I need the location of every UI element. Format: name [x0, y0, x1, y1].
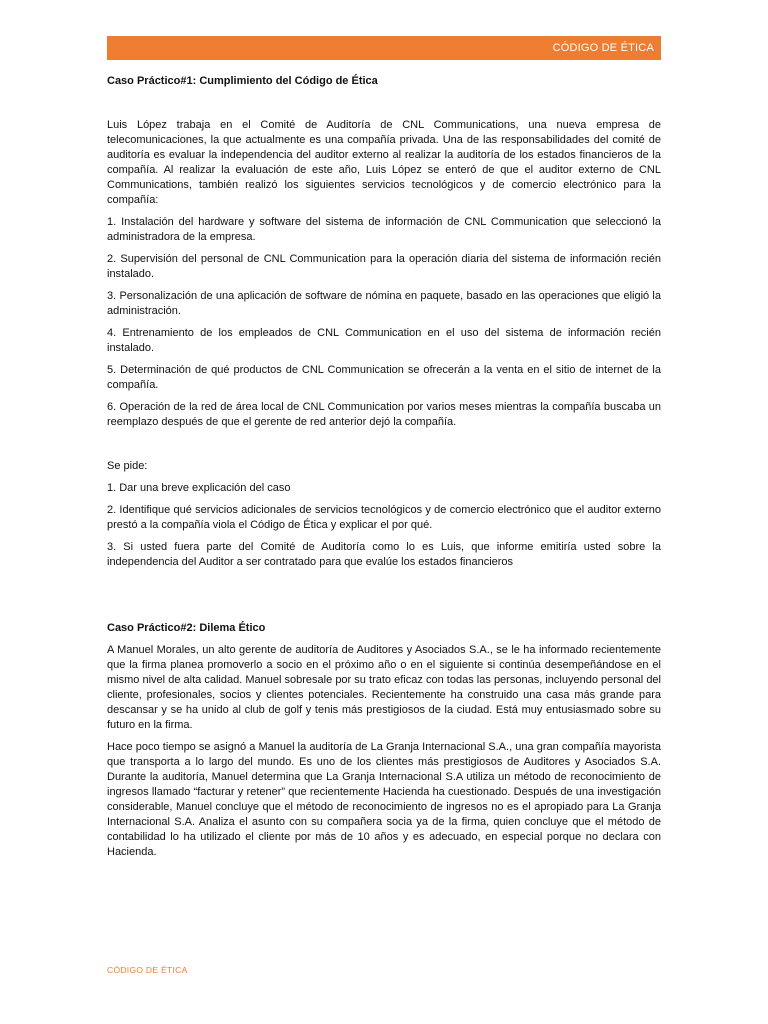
service-item-5: 5. Determinación de qué productos de CNL Communication se ofrecerán a la venta en el sitio de internet de la compañía. [107, 364, 661, 391]
ask-item-2: 2. Identifique qué servicios adicionales de servicios tecnológicos y de comercio electrónico que el auditor externo prestó a la compañía viola el Código de Ética y explicar el por qué. [107, 504, 661, 531]
ask-item-3: 3. Si usted fuera parte del Comité de Auditoría como lo es Luis, que informe emitiría usted sobre la independencia del Auditor a ser contratado para que evalúe los estados financieros [107, 541, 661, 568]
service-item-3: 3. Personalización de una aplicación de software de nómina en paquete, basado en las operaciones que eligió la administración. [107, 290, 661, 317]
service-item-4: 4. Entrenamiento de los empleados de CNL Communication en el uso del sistema de información recién instalado. [107, 327, 661, 354]
asks-label: Se pide: [107, 460, 148, 472]
footer-label: CÓDIGO DE ÉTICA [107, 965, 188, 975]
case2-paragraph-2: Hace poco tiempo se asignó a Manuel la auditoría de La Granja Internacional S.A., una gran compañía mayorista que transporta a lo largo del mundo. Es uno de los clientes más prestigiosos de Auditores y Asociados S.A. Durante la auditoría, Manuel determina que La Granja Internacional S.A utiliza un método de reconocimiento de ingresos llamado “facturar y retener” que recientemente Hacienda ha cuestionado. Después de una investigación considerable, Manuel concluye que el método de reconocimiento de ingresos no es el apropiado para La Granja Internacional S.A. Analiza el asunto con su compañera socia ya de la firma, quien concluye que el método de contabilidad lo ha utilizado el cliente por más de 10 años y es adecuado, en especial porque no declara con Hacienda. [107, 741, 661, 858]
case2-title: Caso Práctico#2: Dilema Ético [107, 622, 266, 634]
document-body [107, 74, 661, 860]
case1-title: Caso Práctico#1: Cumplimiento del Código de Ética [107, 75, 378, 87]
service-item-1: 1. Instalación del hardware y software del sistema de información de CNL Communication que seleccionó la administradora de la empresa. [107, 216, 661, 243]
header-bar [107, 36, 661, 60]
service-item-6: 6. Operación de la red de área local de CNL Communication por varios meses mientras la compañía buscaba un reemplazo después de que el gerente de red anterior dejó la compañía. [107, 401, 661, 428]
header-label: CÓDIGO DE ÉTICA [552, 42, 654, 54]
case1-intro: Luis López trabaja en el Comité de Auditoría de CNL Communications, una nueva empresa de telecomunicaciones, la que actualmente es una compañía privada. Una de las responsabilidades del comité de auditoría es evaluar la independencia del auditor externo al realizar la auditoría de los estados financieros de la compañía. Al realizar la evaluación de este año, Luis López se enteró de que el auditor externo de CNL Communications, también realizó los siguientes servicios tecnológicos y de comercio electrónico para la compañía: [107, 119, 661, 206]
service-item-2: 2. Supervisión del personal de CNL Communication para la operación diaria del sistema de información recién instalado. [107, 253, 661, 280]
case2-paragraph-1: A Manuel Morales, un alto gerente de auditoría de Auditores y Asociados S.A., se le ha informado recientemente que la firma planea promoverlo a socio en el próximo año o en el siguiente si continúa desempeñándose en el mismo nivel de alta calidad. Manuel sobresale por su trato eficaz con todas las personas, incluyendo personal del cliente, profesionales, socios y clientes potenciales. Recientemente ha construido una casa más grande para descansar y se ha unido al club de golf y tenis más prestigiosos de la ciudad. Está muy entusiasmado sobre su futuro en la firma. [107, 644, 661, 731]
ask-item-1: 1. Dar una breve explicación del caso [107, 482, 291, 494]
